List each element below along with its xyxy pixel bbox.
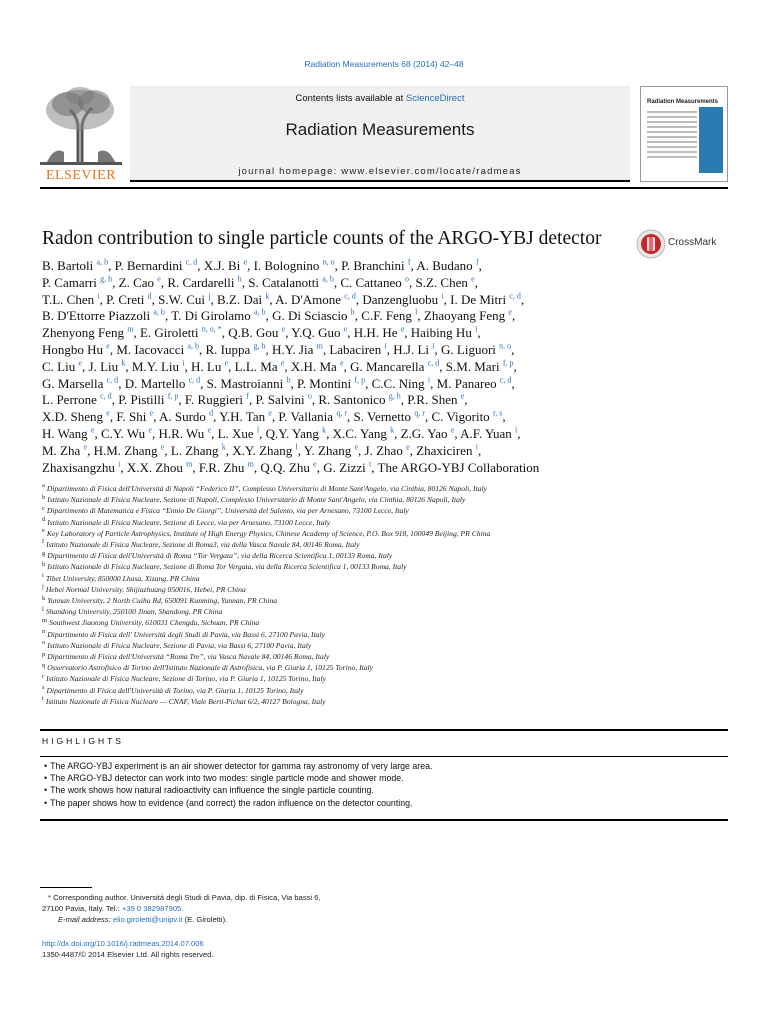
affiliation-text: Southwest Jiaotong University, 610031 Chengdu, Sichuan, PR China <box>49 618 260 628</box>
affiliation-marker[interactable]: m <box>127 324 134 334</box>
author-text: M. Zha <box>42 442 84 458</box>
author-text: B. D'Ettorre Piazzoli <box>42 308 154 324</box>
author-text: , C.Y. Wu <box>94 425 149 441</box>
affiliation-marker[interactable]: i <box>118 459 121 469</box>
affiliation-item <box>42 640 730 651</box>
journal-homepage[interactable]: journal homepage: www.elsevier.com/locate/radmeas <box>238 166 522 177</box>
footnote-line-2 <box>42 903 442 914</box>
affiliation-text: Dipartimento di Matematica e Fisica “Ennio De Giorgi”, Università del Salento, via per Arnesano, 73100 Lecce, Italy <box>46 506 409 516</box>
contents-available-line <box>130 93 630 104</box>
author-text: , <box>513 358 517 374</box>
affiliation-marker[interactable]: i <box>384 341 387 351</box>
affiliation-marker[interactable]: n, o <box>499 341 512 351</box>
affiliation-text: Dipartimento di Fisica dell' Università degli Studi di Pavia, via Bassi 6, 27100 Pavia, Italy <box>47 629 325 639</box>
author-text: , C. Cattaneo <box>333 274 405 290</box>
affiliation-marker[interactable]: e <box>343 324 348 334</box>
author-text: H. Wang <box>42 425 91 441</box>
affiliation-item <box>42 662 730 673</box>
author-list <box>42 258 730 476</box>
email-label: E-mail address: <box>58 915 113 924</box>
affiliation-mark: e <box>42 527 45 535</box>
author-text: , H. Lu <box>184 358 225 374</box>
affiliation-marker[interactable]: c, d <box>106 375 119 385</box>
elsevier-wordmark: ELSEVIER <box>45 168 117 183</box>
highlights-heading: HIGHLIGHTS <box>42 736 124 746</box>
author-text: , <box>520 291 525 307</box>
affiliation-marker[interactable]: c, d <box>185 257 198 267</box>
author-text: , A.F. Yuan <box>454 425 515 441</box>
author-text: , <box>464 392 468 408</box>
author-text: , A. D'Amone <box>269 291 345 307</box>
affiliation-marker[interactable]: i <box>441 291 444 301</box>
affiliation-item <box>42 573 730 584</box>
author-text: , <box>474 274 478 290</box>
affiliation-marker[interactable]: c, d <box>100 392 112 402</box>
affiliation-marker[interactable]: a, b <box>254 308 266 318</box>
affiliation-mark: n <box>42 628 46 636</box>
affiliation-item <box>42 539 730 550</box>
author-text: C. Liu <box>42 358 79 374</box>
author-line <box>42 376 730 393</box>
author-text: , F.R. Zhu <box>192 459 248 475</box>
affiliation-marker[interactable]: m <box>186 459 193 469</box>
affiliation-marker[interactable]: b <box>286 375 291 385</box>
author-text: , D. Martello <box>118 375 189 391</box>
affiliation-marker[interactable]: e <box>149 408 154 418</box>
affiliation-text: Istituto Nazionale di Fisica Nucleare, Sezione di Lecce, via per Arnesano, 73100 Lecce, Italy <box>47 517 331 527</box>
affiliation-marker[interactable]: i <box>475 442 478 452</box>
author-text: , L.L. Ma <box>228 358 281 374</box>
highlights-list <box>44 760 724 809</box>
author-text: , Haibing Hu <box>404 325 476 341</box>
author-line <box>42 308 730 325</box>
article-title: Radon contribution to single particle counts of the ARGO-YBJ detector <box>42 228 602 249</box>
affiliation-text: Yunnan University, 2 North Cuihu Rd, 650091 Kunming, Yunnan, PR China <box>47 596 278 606</box>
author-text: , F. Ruggieri <box>178 392 247 408</box>
author-text: L. Perrone <box>42 392 101 408</box>
footnote-phone[interactable]: +39 0 382987905. <box>121 904 184 913</box>
affiliation-marker[interactable]: t <box>369 459 372 469</box>
affiliation-marker[interactable]: e <box>460 392 465 402</box>
author-text: , P. Salvini <box>248 392 308 408</box>
author-text: , P. Montini <box>290 375 355 391</box>
journal-title: Radiation Measurements <box>285 120 475 139</box>
affiliation-item <box>42 696 730 707</box>
affiliation-item <box>42 483 730 494</box>
affiliation-item <box>42 561 730 572</box>
affiliation-marker[interactable]: e <box>354 442 359 452</box>
author-line <box>42 443 730 460</box>
affiliation-item <box>42 651 730 662</box>
author-line <box>42 258 730 275</box>
author-text: , T. Di Girolamo <box>164 308 255 324</box>
highlight-item: • The work shows how natural radioactivity can influence the single particle counting. <box>44 784 724 796</box>
affiliation-mark: i <box>42 572 44 580</box>
contents-prefix: Contents lists available at <box>295 93 406 104</box>
author-text: , S.M. Mari <box>439 358 503 374</box>
footnote-address: 27100 Pavia, Italy. Tel.: <box>42 904 122 913</box>
affiliation-text: Shandong University, 250100 Jinan, Shandong, PR China <box>45 607 223 617</box>
author-line <box>42 460 730 477</box>
crossmark-icon <box>636 229 666 259</box>
author-text: , X.J. Bi <box>197 258 244 273</box>
author-text: , <box>477 442 482 458</box>
corresponding-author-footnote <box>42 892 442 925</box>
affiliation-mark: f <box>42 538 45 546</box>
author-text: , <box>478 258 482 273</box>
author-text: G. Marsella <box>42 375 107 391</box>
affiliation-text: Key Laboratory of Particle Astrophysics, Institute of High Energy Physics, Chinese Academy of Science, P.O. Box 918, 100049 Beijing, PR China <box>46 528 491 538</box>
author-text: , S.Z. Chen <box>408 274 472 290</box>
author-text: , H.Y. Jia <box>265 341 317 357</box>
author-line <box>42 409 730 426</box>
author-text: , M. Iacovacci <box>109 341 188 357</box>
affiliation-marker[interactable]: o <box>307 392 312 402</box>
affiliation-marker[interactable]: q, r <box>414 408 425 418</box>
author-text: , <box>517 425 521 441</box>
affiliation-mark: h <box>42 560 46 568</box>
affiliation-marker[interactable]: d <box>147 291 152 301</box>
author-text: , Zhaoyang Feng <box>417 308 509 324</box>
author-text: , The ARGO-YBJ Collaboration <box>371 459 540 475</box>
affiliation-mark: m <box>42 616 48 624</box>
highlight-item: • The paper shows how to evidence (and correct) the radon influence on the detector counting. <box>44 797 724 809</box>
author-text: , G. Zizzi <box>316 459 370 475</box>
author-text: , X.Y. Zhang <box>225 442 296 458</box>
affiliation-item <box>42 673 730 684</box>
highlights-top-rule <box>40 729 728 731</box>
author-line <box>42 392 730 409</box>
affiliation-mark: a <box>42 482 45 490</box>
affiliation-marker[interactable]: e <box>83 442 88 452</box>
author-text: , J. Liu <box>82 358 122 374</box>
elsevier-logo <box>40 86 122 182</box>
author-text: Hongbo Hu <box>42 341 107 357</box>
affiliation-text: Dipartimento di Fisica dell'Università di Torino, via P. Giuria 1, 10125 Torino, Italy <box>46 685 304 695</box>
affiliation-text: Istituto Nazionale di Fisica Nucleare — CNAF, Viale Berti-Pichat 6/2, 40127 Bologna, Italy <box>45 696 326 706</box>
affiliation-marker[interactable]: i <box>475 324 478 334</box>
author-text: , G. Di Sciascio <box>265 308 351 324</box>
affiliation-marker[interactable]: e <box>106 408 110 418</box>
author-text: , Q.Y. Yang <box>259 425 323 441</box>
affiliation-marker[interactable]: e <box>280 358 285 368</box>
affiliation-marker[interactable]: c, d <box>509 291 521 301</box>
affiliation-marker[interactable]: e <box>90 425 95 435</box>
journal-citation[interactable]: Radiation Measurements 68 (2014) 42–48 <box>304 59 464 69</box>
affiliation-marker[interactable]: i <box>182 358 185 368</box>
author-text: , Danzengluobu <box>355 291 442 307</box>
affiliation-item <box>42 550 730 561</box>
author-text: , B.Z. Dai <box>210 291 266 307</box>
affiliation-item <box>42 595 730 606</box>
highlights-bottom-rule <box>40 819 728 821</box>
author-text: , R. Cardarelli <box>160 274 238 290</box>
author-text: , P. Vallania <box>271 409 337 425</box>
affiliation-text: Istituto Nazionale di Fisica Nucleare, Sezione di Roma Tor Vergata, via della Ricerca Scientifica 1, 00133 Roma, Italy <box>47 562 407 572</box>
affiliation-marker[interactable]: g, h <box>388 392 401 402</box>
affiliation-marker[interactable]: i <box>514 425 518 435</box>
author-text: , C.C. Ning <box>365 375 428 391</box>
affiliation-text: Dipartimento di Fisica dell'Università “Roma Tre”, via Vasca Navale 84, 00146 Roma, Italy <box>47 652 330 662</box>
affiliation-mark: p <box>42 650 46 658</box>
affiliation-marker[interactable]: e <box>157 274 161 284</box>
affiliation-marker[interactable]: f <box>246 392 249 402</box>
author-text: , S. Catalanotti <box>241 274 323 290</box>
footnote-rule <box>40 887 92 888</box>
crossmark-label: CrossMark <box>668 237 717 248</box>
crossmark-badge[interactable] <box>636 229 726 259</box>
affiliation-mark: g <box>42 549 46 557</box>
affiliation-text: Hebei Normal University, Shijiazhuang 050016, Hebei, PR China <box>45 584 246 594</box>
affiliation-marker[interactable]: e <box>406 442 410 452</box>
affiliation-marker[interactable]: a, b <box>322 274 334 284</box>
cover-band <box>699 107 723 173</box>
affiliation-marker[interactable]: f <box>475 257 479 267</box>
author-text: , Labaciren <box>322 341 385 357</box>
author-line <box>42 342 730 359</box>
author-text: P. Camarri <box>42 274 101 290</box>
affiliation-text: Istituto Nazionale di Fisica Nucleare, Sezione di Roma3, via della Vasca Navale 84, 00146 Roma, Italy <box>46 540 360 550</box>
affiliation-marker[interactable]: e <box>471 274 475 284</box>
affiliation-text: Dipartimento di Fisica dell'Università di Napoli “Federico II”, Complesso Universitario di Monte Sant'Angelo, via Cinthia, 80126 Napoli, Italy <box>46 484 487 493</box>
author-text: , M.Y. Liu <box>125 358 183 374</box>
author-text: , X.C. Yang <box>326 425 391 441</box>
affiliation-marker[interactable]: f, p <box>502 358 514 368</box>
author-text: , S.W. Cui <box>151 291 209 307</box>
affiliation-marker[interactable]: e <box>400 324 405 334</box>
author-text: , S. Mastroianni <box>200 375 287 391</box>
author-line <box>42 292 730 309</box>
highlights-heading-rule <box>40 756 728 757</box>
affiliation-marker[interactable]: e <box>313 459 317 469</box>
affiliation-list <box>42 483 730 707</box>
author-text: , <box>511 341 515 357</box>
author-text: , <box>511 375 515 391</box>
author-text: , H.R. Wu <box>151 425 208 441</box>
affiliation-marker[interactable]: i <box>432 341 435 351</box>
affiliation-marker[interactable]: f, p <box>167 392 179 402</box>
author-text: , P. Branchini <box>334 258 408 273</box>
affiliation-mark: c <box>42 504 45 512</box>
affiliation-marker[interactable]: k <box>322 425 327 435</box>
author-text: Zhaxisangzhu <box>42 459 119 475</box>
email-link[interactable]: elio.giroletti@unipv.it <box>112 915 183 924</box>
affiliation-mark: k <box>42 594 46 602</box>
highlight-item: • The ARGO-YBJ detector can work into two modes: single particle mode and shower mode. <box>44 772 724 784</box>
author-text: , <box>511 308 516 324</box>
journal-masthead <box>40 86 728 182</box>
affiliation-marker[interactable]: l <box>415 308 418 318</box>
affiliation-item <box>42 617 730 628</box>
author-text: , R. Santonico <box>311 392 389 408</box>
affiliation-mark: s <box>42 684 45 692</box>
author-text: , A. Surdo <box>153 409 210 425</box>
author-text: , Zhaxiciren <box>409 442 476 458</box>
copyright-notice: 1350-4487/© 2014 Elsevier Ltd. All rights reserved. <box>42 950 214 959</box>
author-text: , C. Vigorito <box>424 409 493 425</box>
author-text: , <box>502 409 506 425</box>
affiliation-mark: j <box>42 583 44 591</box>
author-text: , H.J. Li <box>386 341 433 357</box>
affiliation-marker[interactable]: k <box>121 358 126 368</box>
cover-text-lines <box>647 111 697 161</box>
affiliation-marker[interactable]: r, s <box>492 408 503 418</box>
affiliation-marker[interactable]: e <box>148 425 152 435</box>
journal-banner <box>130 86 630 182</box>
email-suffix: (E. Giroletti). <box>182 915 228 924</box>
affiliation-marker[interactable]: e <box>78 358 83 368</box>
author-text: , Y. Zhang <box>297 442 355 458</box>
author-text: , F. Shi <box>109 409 150 425</box>
affiliation-marker[interactable]: l <box>295 442 298 452</box>
affiliation-marker[interactable]: m <box>316 341 323 351</box>
affiliation-mark: q <box>42 661 46 669</box>
author-text: , I. De Mitri <box>443 291 510 307</box>
author-text: , P.R. Shen <box>400 392 461 408</box>
affiliation-text: Tibet University, 850000 Lhasa, Xizang, PR China <box>45 573 200 583</box>
author-text: , I. Bolognino <box>247 258 323 273</box>
affiliation-text: Dipartimento di Fisica dell'Università di Roma “Tor Vergata”, via della Ricerca Scientifica 1, 00133 Roma, Italy <box>47 551 393 561</box>
author-text: , L. Zhang <box>164 442 222 458</box>
affiliation-mark: d <box>42 516 46 524</box>
affiliation-marker[interactable]: l <box>256 425 260 435</box>
author-text: , A. Budano <box>410 258 476 273</box>
footnote-email-line <box>42 914 442 925</box>
author-text: , E. Giroletti <box>133 325 202 341</box>
affiliation-marker[interactable]: e <box>281 324 286 334</box>
affiliation-marker[interactable]: q, r <box>336 408 347 418</box>
journal-cover-thumbnail[interactable] <box>640 86 728 182</box>
author-text: , C.F. Feng <box>354 308 416 324</box>
author-text: , P. Pistilli <box>111 392 168 408</box>
affiliation-text: Istituto Nazionale di Fisica Nucleare, Sezione di Pavia, via Bassi 6, 27100 Pavia, Italy <box>47 640 312 650</box>
author-text: , P. Bernardini <box>108 258 186 273</box>
affiliation-item <box>42 505 730 516</box>
affiliation-marker[interactable]: j <box>208 291 211 301</box>
affiliation-text: Istituto Nazionale di Fisica Nucleare, Sezione di Torino, via P. Giuria 1, 10125 Torino, Italy <box>46 674 326 684</box>
author-line <box>42 325 730 342</box>
affiliation-marker[interactable]: e <box>224 358 229 368</box>
affiliation-marker[interactable]: n, o, * <box>201 324 222 334</box>
author-text: Zhenyong Feng <box>42 325 128 341</box>
affiliation-marker[interactable]: g, h <box>253 341 266 351</box>
affiliation-marker[interactable]: e <box>268 408 272 418</box>
affiliation-text: Osservatorio Astrofisico di Torino dell'Istituto Nazionale di Astrofisica, via P. Giuria 1, 10125 Torino, Italy <box>47 663 374 673</box>
affiliation-marker[interactable]: i <box>427 375 431 385</box>
author-text: , H.M. Zhang <box>87 442 161 458</box>
author-line <box>42 426 730 443</box>
author-text: , M. Panareo <box>430 375 500 391</box>
author-line <box>42 359 730 376</box>
affiliation-marker[interactable]: c, d <box>344 291 356 301</box>
affiliation-mark: r <box>42 672 45 680</box>
author-text: , Y.Q. Guo <box>285 325 344 341</box>
affiliation-item <box>42 528 730 539</box>
affiliation-marker[interactable]: d <box>209 408 214 418</box>
author-text: , R. Iuppa <box>199 341 254 357</box>
cover-title: Radiation Measurements <box>647 99 719 105</box>
affiliation-item <box>42 629 730 640</box>
affiliation-mark: b <box>42 493 46 501</box>
author-text: , <box>477 325 481 341</box>
affiliation-marker[interactable]: f, p <box>354 375 366 385</box>
author-text: , P. Creti <box>99 291 148 307</box>
affiliation-marker[interactable]: o <box>404 274 409 284</box>
affiliation-marker[interactable]: e <box>340 358 344 368</box>
affiliation-marker[interactable]: e <box>160 442 165 452</box>
author-text: , Z.G. Yao <box>394 425 451 441</box>
author-text: , G. Mancarella <box>343 358 428 374</box>
highlight-item: • The ARGO-YBJ experiment is an air shower detector for gamma ray astronomy of very large area. <box>44 760 724 772</box>
author-text: , L. Xue <box>211 425 257 441</box>
author-text: , J. Zhao <box>358 442 407 458</box>
author-text: T.L. Chen <box>42 291 98 307</box>
affiliation-marker[interactable]: k <box>265 291 270 301</box>
author-text: , H.H. He <box>347 325 401 341</box>
affiliation-marker[interactable]: e <box>450 425 455 435</box>
author-text: , X.X. Zhou <box>120 459 187 475</box>
affiliation-item <box>42 517 730 528</box>
doi-link[interactable]: http://dx.doi.org/10.1016/j.radmeas.2014.07.006 <box>42 939 204 948</box>
affiliation-marker[interactable]: h <box>350 308 355 318</box>
affiliation-marker[interactable]: a, b <box>96 257 109 267</box>
affiliation-item <box>42 584 730 595</box>
author-text: X.D. Sheng <box>42 409 107 425</box>
affiliation-marker[interactable]: m <box>247 459 254 469</box>
affiliation-item <box>42 494 730 505</box>
affiliation-marker[interactable]: c, d <box>427 358 440 368</box>
affiliation-marker[interactable]: i <box>97 291 100 301</box>
affiliation-marker[interactable]: a, b <box>187 341 200 351</box>
author-text: , X.H. Ma <box>284 358 341 374</box>
author-text: , Q.Q. Zhu <box>253 459 314 475</box>
author-text: , S. Vernetto <box>347 409 415 425</box>
author-text: , Q.B. Gou <box>221 325 282 341</box>
author-text: B. Bartoli <box>42 258 97 273</box>
affiliation-marker[interactable]: c, d <box>188 375 201 385</box>
affiliation-marker[interactable]: g, h <box>100 274 113 284</box>
author-text: , Z. Cao <box>112 274 158 290</box>
elsevier-tree-icon <box>40 86 122 166</box>
affiliation-marker[interactable]: e <box>508 308 512 318</box>
affiliation-marker[interactable]: h <box>237 274 242 284</box>
author-text: , Y.H. Tan <box>213 409 269 425</box>
affiliation-marker[interactable]: e <box>243 257 248 267</box>
affiliation-marker[interactable]: k <box>221 442 226 452</box>
affiliation-mark: o <box>42 639 46 647</box>
affiliation-text: Istituto Nazionale di Fisica Nucleare, Sezione di Napoli, Complesso Universitario di Monte Sant'Angelo, via Cinthia, 80126 Napoli, Italy <box>47 495 466 505</box>
footnote-line-1: * Corresponding author. Università degli Studi di Pavia, dip. di Fisica, Via bassi 6, <box>48 893 321 902</box>
author-text: , G. Liguori <box>434 341 500 357</box>
affiliation-item <box>42 685 730 696</box>
affiliation-marker[interactable]: e <box>207 425 212 435</box>
sciencedirect-link[interactable]: ScienceDirect <box>405 93 465 104</box>
author-line <box>42 275 730 292</box>
affiliation-marker[interactable]: f <box>407 257 411 267</box>
affiliation-marker[interactable]: c, d <box>499 375 512 385</box>
affiliation-marker[interactable]: e <box>106 341 110 351</box>
affiliation-mark: l <box>42 605 44 613</box>
affiliation-item <box>42 606 730 617</box>
affiliation-mark: t <box>42 695 44 703</box>
affiliation-marker[interactable]: a, b <box>153 308 165 318</box>
affiliation-marker[interactable]: k <box>390 425 395 435</box>
affiliation-marker[interactable]: n, o <box>322 257 335 267</box>
masthead-rule <box>40 187 728 189</box>
